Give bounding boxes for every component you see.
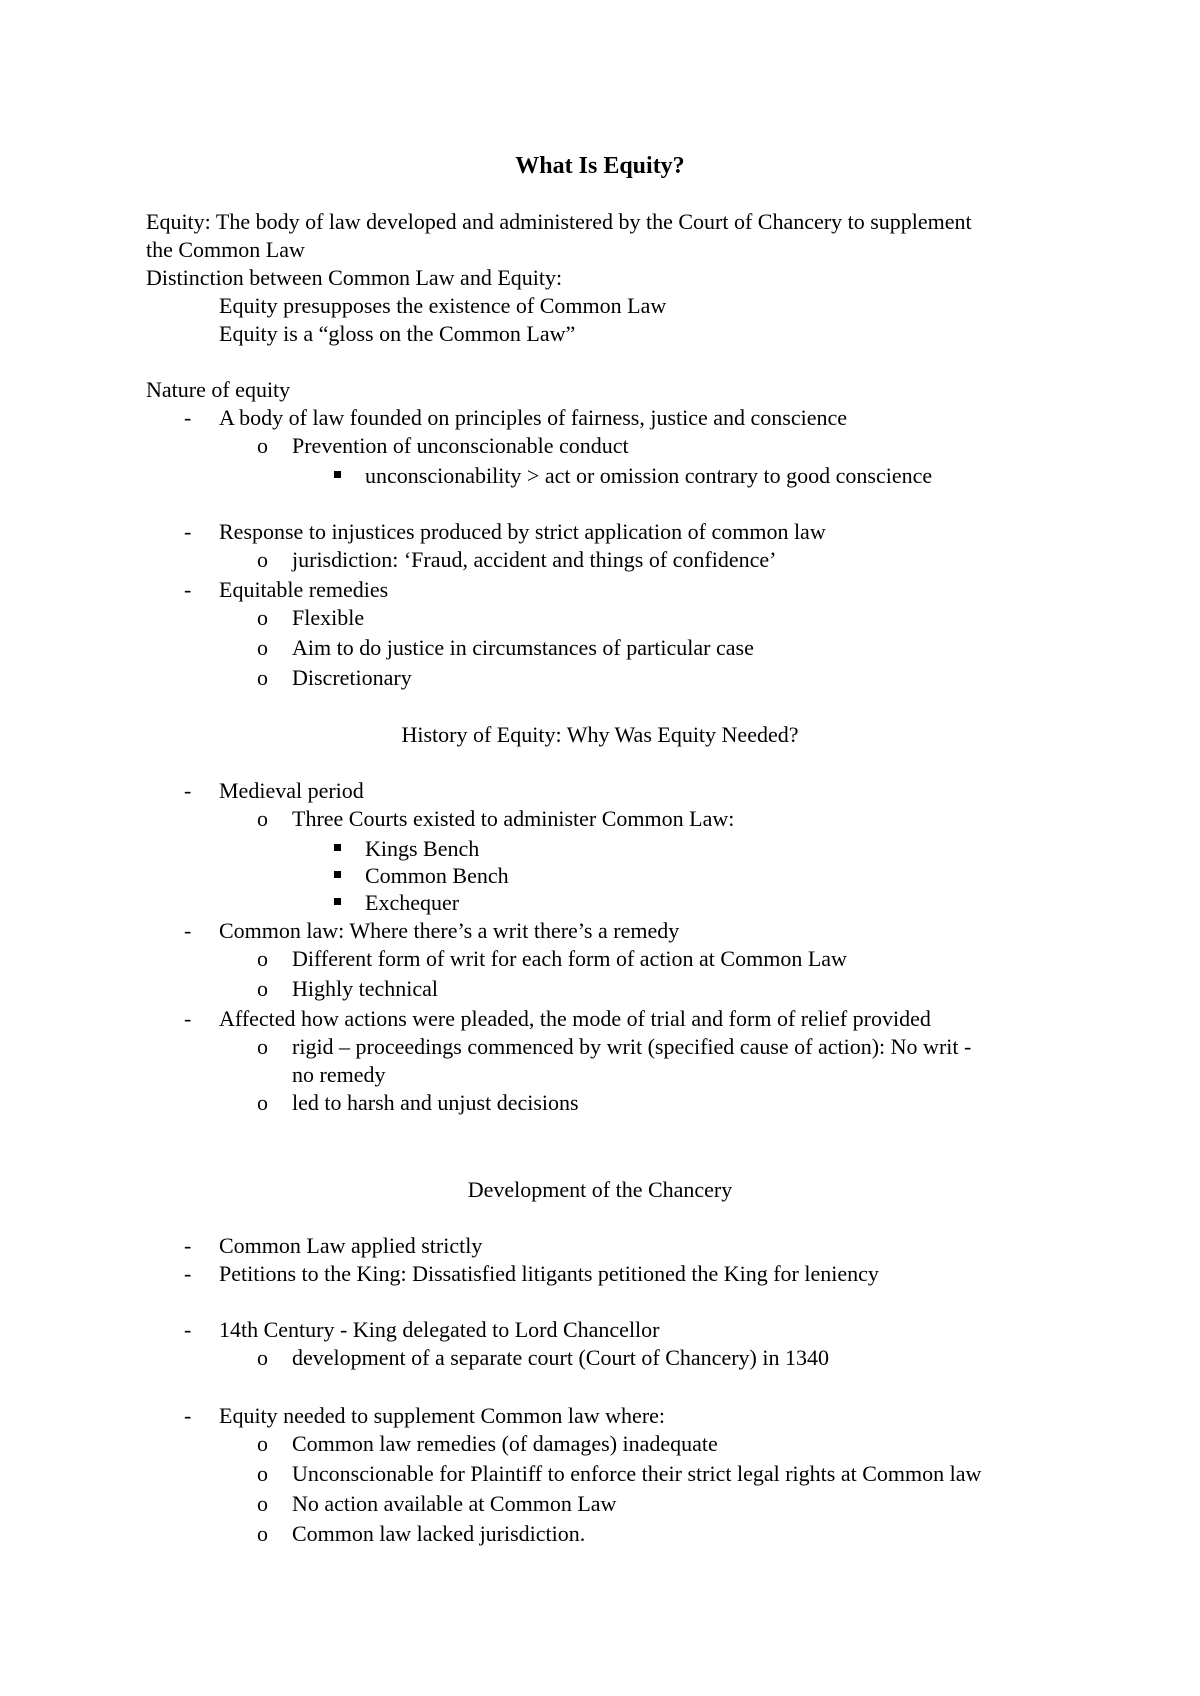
dash-bullet-icon: - (184, 1317, 192, 1342)
list-item: Exchequer (365, 890, 460, 915)
list-item: No action available at Common Law (292, 1491, 617, 1516)
circle-bullet-icon: o (257, 1345, 268, 1370)
dash-bullet-icon: - (184, 1403, 192, 1428)
list-item: Common law lacked jurisdiction. (292, 1521, 586, 1546)
distinction-heading: Distinction between Common Law and Equity: (146, 265, 563, 290)
section-heading-history: History of Equity: Why Was Equity Needed? (401, 722, 799, 747)
list-item: Prevention of unconscionable conduct (292, 433, 629, 458)
list-item: Equity needed to supplement Common law where: (219, 1403, 666, 1428)
dash-bullet-icon: - (184, 1006, 192, 1031)
circle-bullet-icon: o (257, 1491, 268, 1516)
list-item: unconscionability > act or omission contrary to good conscience (365, 463, 933, 488)
definition-line: the Common Law (146, 237, 305, 262)
circle-bullet-icon: o (257, 547, 268, 572)
definition-line: Equity: The body of law developed and administered by the Court of Chancery to supplement (146, 209, 972, 234)
circle-bullet-icon: o (257, 433, 268, 458)
page-title: What Is Equity? (515, 153, 685, 179)
list-item: Different form of writ for each form of action at Common Law (292, 946, 847, 971)
distinction-point: Equity is a “gloss on the Common Law” (219, 321, 576, 346)
circle-bullet-icon: o (257, 1090, 268, 1115)
list-item: rigid – proceedings commenced by writ (specified cause of action): No writ - (292, 1034, 972, 1059)
dash-bullet-icon: - (184, 519, 192, 544)
circle-bullet-icon: o (257, 1034, 268, 1059)
dash-bullet-icon: - (184, 918, 192, 943)
list-item: 14th Century - King delegated to Lord Chancellor (219, 1317, 660, 1342)
circle-bullet-icon: o (257, 806, 268, 831)
list-item-continuation: no remedy (292, 1062, 386, 1087)
list-item: Kings Bench (365, 836, 480, 861)
list-item: Common law remedies (of damages) inadequate (292, 1431, 718, 1456)
circle-bullet-icon: o (257, 946, 268, 971)
list-item: Response to injustices produced by strict application of common law (219, 519, 826, 544)
list-item: Common Bench (365, 863, 509, 888)
circle-bullet-icon: o (257, 976, 268, 1001)
circle-bullet-icon: o (257, 1461, 268, 1486)
square-bullet-icon (334, 871, 341, 878)
list-item: led to harsh and unjust decisions (292, 1090, 579, 1115)
list-item: development of a separate court (Court of Chancery) in 1340 (292, 1345, 829, 1370)
list-item: Medieval period (219, 778, 364, 803)
section-heading-nature: Nature of equity (146, 377, 291, 402)
section-heading-chancery: Development of the Chancery (467, 1177, 733, 1202)
list-item: Highly technical (292, 976, 439, 1001)
square-bullet-icon (334, 471, 341, 478)
circle-bullet-icon: o (257, 665, 268, 690)
list-item: Affected how actions were pleaded, the mode of trial and form of relief provided (219, 1006, 931, 1031)
circle-bullet-icon: o (257, 1431, 268, 1456)
list-item: Unconscionable for Plaintiff to enforce their strict legal rights at Common law (292, 1461, 982, 1486)
list-item: Petitions to the King: Dissatisfied litigants petitioned the King for leniency (219, 1261, 879, 1286)
dash-bullet-icon: - (184, 1233, 192, 1258)
circle-bullet-icon: o (257, 605, 268, 630)
dash-bullet-icon: - (184, 577, 192, 602)
list-item: Flexible (292, 605, 365, 630)
list-item: jurisdiction: ‘Fraud, accident and things of confidence’ (292, 547, 777, 572)
list-item: A body of law founded on principles of fairness, justice and conscience (219, 405, 848, 430)
dash-bullet-icon: - (184, 1261, 192, 1286)
circle-bullet-icon: o (257, 1521, 268, 1546)
list-item: Discretionary (292, 665, 412, 690)
list-item: Three Courts existed to administer Common Law: (292, 806, 735, 831)
square-bullet-icon (334, 844, 341, 851)
dash-bullet-icon: - (184, 405, 192, 430)
circle-bullet-icon: o (257, 635, 268, 660)
dash-bullet-icon: - (184, 778, 192, 803)
list-item: Common Law applied strictly (219, 1233, 483, 1258)
square-bullet-icon (334, 898, 341, 905)
list-item: Equitable remedies (219, 577, 389, 602)
distinction-point: Equity presupposes the existence of Common Law (219, 293, 667, 318)
list-item: Common law: Where there’s a writ there’s a remedy (219, 918, 680, 943)
list-item: Aim to do justice in circumstances of particular case (292, 635, 754, 660)
